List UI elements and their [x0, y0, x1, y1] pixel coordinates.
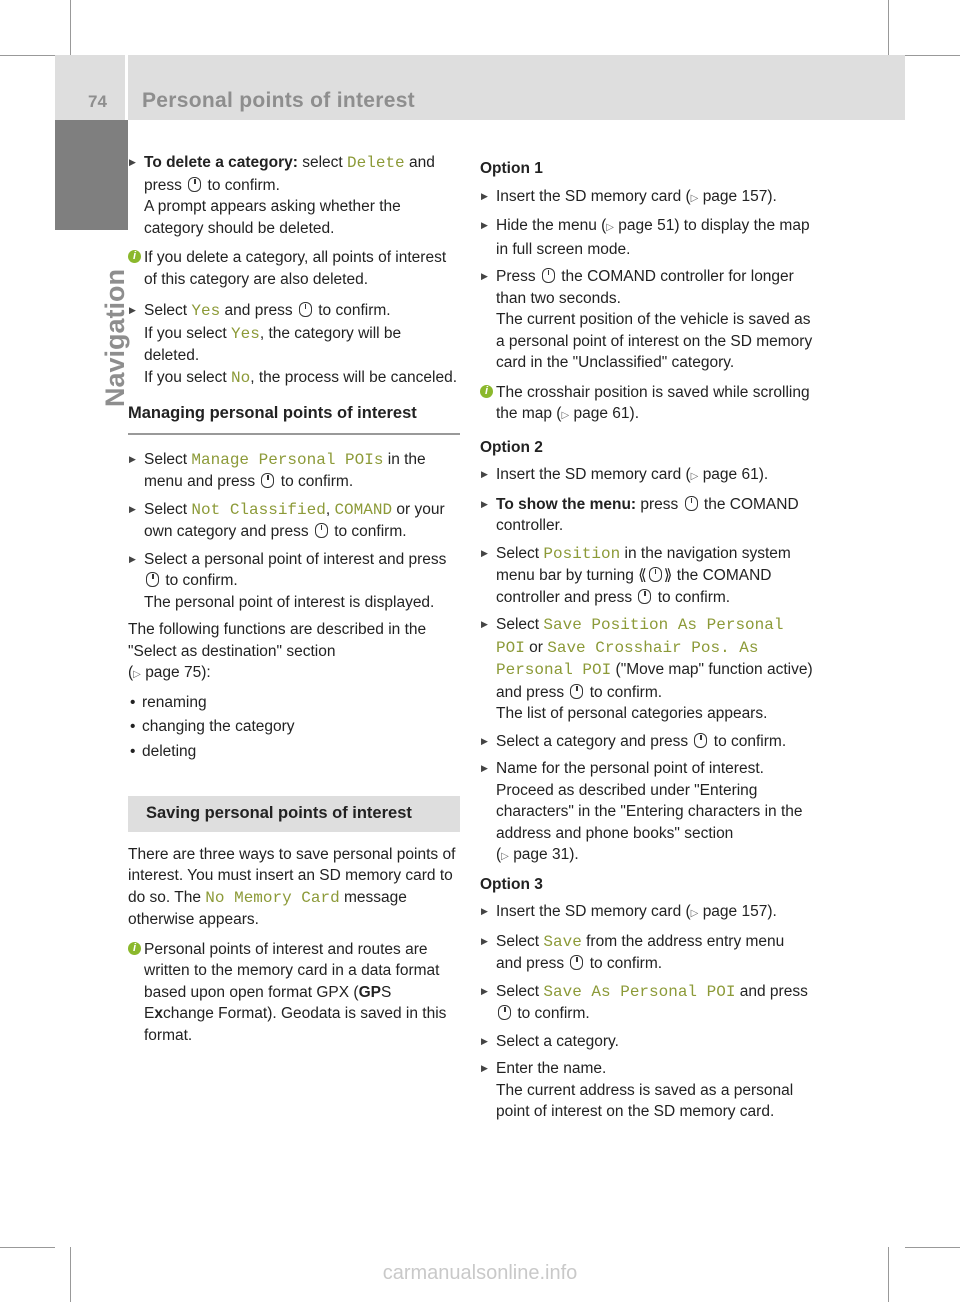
press-knob-icon [694, 733, 707, 748]
step: ▶ Select Position in the navigation system menu bar by turning ⟪ ⟫ the COMAND controller and press to confirm. [480, 543, 814, 609]
crop-mark [888, 0, 889, 55]
press-knob-icon [570, 684, 583, 699]
section-heading: Managing personal points of interest [128, 403, 460, 435]
step-select-yes: ▶ Select Yes and press to confirm. If you select Yes, the category will be deleted. If you select No, the process will be canceled. [128, 300, 460, 389]
section-tab [55, 120, 128, 230]
info-icon: i [128, 250, 141, 263]
step: ▶ Select a category. [480, 1031, 814, 1053]
press-knob-icon [498, 1005, 511, 1020]
option-heading: Option 1 [480, 160, 543, 177]
box-heading: Saving personal points of interest [128, 796, 460, 832]
info-note: i Personal points of interest and routes are written to the memory card in a data format based upon open format GPX (GPS Exchange Format). Geodata is saved in this format. [128, 939, 460, 1047]
watermark: carmanualsonline.info [382, 1262, 578, 1284]
crop-mark [905, 1247, 960, 1248]
press-knob-icon [570, 955, 583, 970]
list-item: • deleting [130, 742, 197, 760]
step: ▶ Insert the SD memory card (▷ page 157). [480, 901, 814, 925]
step: ▶ Name for the personal point of interest. Proceed as described under "Entering characters" in the "Entering characters in the address and phone books" section (▷ page 31). [480, 758, 814, 868]
page-title: Personal points of interest [142, 89, 415, 112]
paragraph: There are three ways to save personal points of interest. You must insert an SD memory card to do so. The No Memory Card message otherwise appears. [128, 845, 456, 928]
step: ▶ Select Save Position As Personal POI or Save Crosshair Pos. As Personal POI ("Move map" function active) and press to confirm. The list of personal categories appears. [480, 614, 814, 725]
section-label: Navigation [100, 268, 130, 407]
step: ▶ Select Save from the address entry menu and press to confirm. [480, 931, 814, 975]
option-heading: Option 3 [480, 875, 543, 893]
left-column [128, 152, 460, 1056]
step: ▶ Enter the name. The current address is saved as a personal point of interest on the SD memory card. [480, 1058, 814, 1123]
step: ▶ Select a category and press to confirm. [480, 731, 814, 753]
info-icon: i [480, 385, 493, 398]
step-delete-category: ▶ To delete a category: select Delete and press to confirm. A prompt appears asking whether the category should be deleted. [128, 152, 460, 239]
step: ▶ To show the menu: press the COMAND controller. [480, 494, 814, 537]
right-column [480, 152, 814, 1129]
info-note: i The crosshair position is saved while scrolling the map (▷ page 61). [480, 382, 814, 427]
crop-mark [0, 55, 55, 56]
press-knob-icon [299, 302, 312, 317]
step: ▶ Insert the SD memory card (▷ page 61). [480, 464, 814, 488]
list-item: • renaming [130, 693, 207, 711]
step: ▶ Press the COMAND controller for longer than two seconds. The current position of the vehicle is saved as a personal point of interest on the SD memory card in the "Unclassified" category. [480, 266, 814, 374]
press-knob-icon [685, 496, 698, 511]
info-icon: i [128, 942, 141, 955]
step-select-poi: ▶ Select a personal point of interest and press to confirm. The personal point of interest is displayed. [128, 549, 460, 614]
info-note: i If you delete a category, all points of interest of this category are also deleted. [128, 247, 460, 290]
press-knob-icon [261, 473, 274, 488]
list-item: • changing the category [130, 718, 295, 735]
press-knob-icon [315, 523, 328, 538]
press-knob-icon [188, 177, 201, 192]
step-select-category: ▶ Select Not Classified, COMAND or your own category and press to confirm. [128, 499, 460, 543]
crop-mark [0, 1247, 55, 1248]
option-heading: Option 2 [480, 438, 543, 456]
press-knob-icon [638, 589, 651, 604]
crop-mark [70, 0, 71, 55]
turn-knob-icon: ⟪ ⟫ [638, 567, 673, 584]
press-knob-icon [146, 572, 159, 587]
step: ▶ Insert the SD memory card (▷ page 157). [480, 186, 814, 210]
press-knob-icon [542, 268, 555, 283]
step: ▶ Select Save As Personal POI and press to confirm. [480, 981, 814, 1025]
step: ▶ Hide the menu (▷ page 51) to display the map in full screen mode. [480, 215, 814, 260]
paragraph: The following functions are described in the "Select as destination" section (▷ page 75): [128, 621, 427, 681]
crop-mark [905, 55, 960, 56]
step-manage: ▶ Select Manage Personal POIs in the menu and press to confirm. [128, 449, 460, 493]
page-number: 74 [88, 92, 107, 111]
